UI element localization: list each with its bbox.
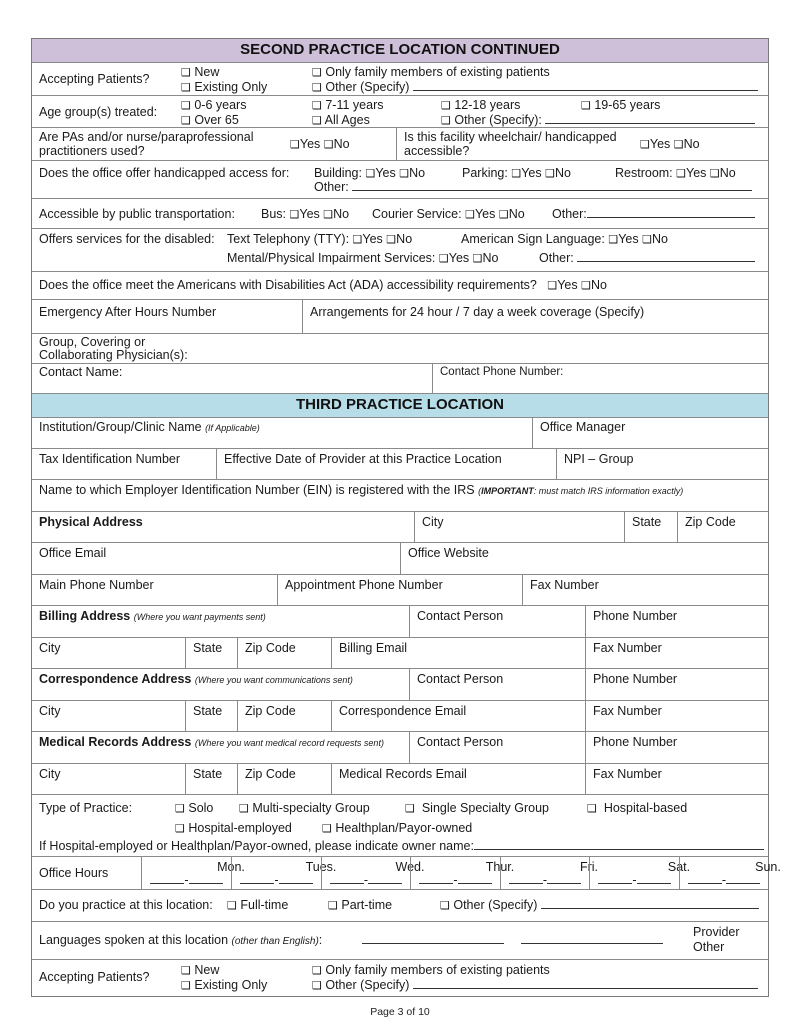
medical-records-contact-field[interactable] [409,732,585,763]
coverage-field[interactable] [302,300,768,333]
hours-tues[interactable]: Tues. - [231,857,321,889]
office-website-label: Office Website [408,546,489,560]
handicapped-access-label: Does the office offer handicapped access for: [39,166,290,180]
institution-field[interactable] [32,418,532,448]
credentialing-form [31,38,781,997]
row-group-covering[interactable] [32,334,768,364]
medical-records-contact-label: Contact Person [417,735,504,749]
correspondence-phone-label: Phone Number [593,672,678,686]
accepting-patients-third-label: Accepting Patients? [39,970,150,984]
billing-fax-field[interactable] [585,638,768,668]
medical-records-fax-field[interactable] [585,764,768,794]
office-manager-field[interactable] [532,418,768,448]
checkbox-over-65[interactable]: ❑ Over 65 [181,113,239,127]
transport-other[interactable]: Other: [552,207,755,222]
row-ein[interactable] [32,480,768,512]
billing-city-field[interactable] [32,638,185,668]
correspondence-address-field[interactable] [32,669,409,700]
row-medical-records-city [32,764,768,795]
row-accepting-patients-third [32,960,768,996]
hours-thur[interactable]: Thur. - [410,857,500,889]
zip-label: Zip Code [685,515,736,529]
tty-yes-no[interactable]: Text Telephony (TTY): ❑Yes ❑No [227,232,413,246]
correspondence-fax-field[interactable] [585,701,768,731]
row-correspondence-city [32,701,768,732]
emergency-number-label: Emergency After Hours Number [39,305,217,319]
row-billing-address [32,606,768,638]
billing-zip-field[interactable] [237,638,331,668]
parking-yes-no[interactable]: Parking: ❑Yes ❑No [462,166,571,180]
row-practice-at-location [32,890,768,922]
office-email-field[interactable] [32,543,400,574]
row-phones [32,575,768,606]
correspondence-phone-field[interactable] [585,669,768,700]
row-age-groups [32,96,768,128]
handicapped-other[interactable]: Other: [314,180,752,195]
checkbox-healthplan-owned[interactable]: ❑ Healthplan/Payor-owned [322,821,473,835]
office-website-field[interactable] [400,543,768,574]
checkbox-hospital-employed[interactable]: ❑ Hospital-employed [175,821,292,835]
bus-yes-no[interactable]: Bus: ❑Yes ❑No [261,207,350,221]
row-medical-records-address [32,732,768,764]
effective-date-field[interactable] [216,449,556,479]
checkbox-other-practice[interactable]: ❑ Other (Specify) [440,898,759,913]
billing-state-label: State [193,641,223,655]
tax-id-label: Tax Identification Number [39,452,181,466]
office-manager-label: Office Manager [540,420,626,434]
emergency-number-field[interactable] [32,300,302,333]
services-other-line[interactable] [577,251,755,262]
mental-yes-no[interactable]: Mental/Physical Impairment Services: ❑Yes ❑No [227,251,499,265]
contact-phone-field[interactable] [432,364,768,393]
transport-other-line[interactable] [587,207,755,218]
medical-records-zip-label: Zip Code [245,767,296,781]
row-accepting-patients [32,63,768,96]
medical-records-city-field[interactable] [32,764,185,794]
contact-name-label: Contact Name: [39,365,123,379]
language-line-2[interactable] [521,933,663,948]
medical-records-phone-field[interactable] [585,732,768,763]
medical-records-address-label: Medical Records Address (Where you want medical record requests sent) [39,735,384,749]
row-institution [32,418,768,449]
physical-address-field[interactable] [32,512,414,542]
row-office-hours [32,857,781,890]
checkbox-new[interactable]: ❑ New [181,65,220,79]
section-header-third-location: THIRD PRACTICE LOCATION [32,394,768,418]
correspondence-email-field[interactable] [331,701,585,731]
practice-at-location-label: Do you practice at this location: [39,898,213,912]
public-transport-label: Accessible by public transportation: [39,207,235,221]
medical-records-email-field[interactable] [331,764,585,794]
row-correspondence-address [32,669,768,701]
hours-mon[interactable]: Mon. - [141,857,231,889]
tax-id-field[interactable] [32,449,216,479]
billing-contact-label: Contact Person [417,609,504,623]
billing-zip-label: Zip Code [245,641,296,655]
billing-address-field[interactable] [32,606,409,637]
row-type-of-practice [32,795,768,857]
building-yes-no[interactable]: Building: ❑Yes ❑No [314,166,426,180]
checkbox-new-third[interactable]: ❑ New [181,963,220,977]
contact-phone-label: Contact Phone Number: [440,366,564,378]
accepting-patients-label: Accepting Patients? [39,72,150,86]
hours-sat[interactable]: Sat. - [589,857,679,889]
row-disabled-services [32,229,768,272]
contact-name-field[interactable] [32,364,432,393]
age-groups-label: Age group(s) treated: [39,105,158,119]
correspondence-contact-label: Contact Person [417,672,504,686]
medical-records-email-label: Medical Records Email [339,767,467,781]
ada-question: Does the office meet the Americans with Disabilities Act (ADA) accessibility requirements? ❑Yes ❑No [39,278,607,292]
medical-records-zip-field[interactable] [237,764,331,794]
medical-records-state-label: State [193,767,223,781]
billing-email-label: Billing Email [339,641,408,655]
page-number: Page 3 of 10 [370,1006,430,1018]
wheelchair-yes-no[interactable]: ❑Yes ❑No [640,137,700,151]
checkbox-multi-specialty[interactable]: ❑ Multi-specialty Group [239,801,370,815]
correspondence-state-label: State [193,704,223,718]
restroom-yes-no[interactable]: Restroom: ❑Yes ❑No [615,166,736,180]
row-contact [32,364,768,394]
office-hours-label: Office Hours [39,866,109,880]
correspondence-contact-field[interactable] [409,669,585,700]
main-phone-field[interactable] [32,575,277,605]
medical-records-address-field[interactable] [32,732,409,763]
owner-name-line[interactable] [474,839,764,850]
group-covering-line1: Group, Covering or [39,335,146,349]
main-phone-label: Main Phone Number [39,578,154,592]
checkbox-other-age[interactable]: ❑ Other (Specify): [441,113,755,128]
checkbox-0-6[interactable]: ❑ 0-6 years [181,98,247,112]
billing-state-field[interactable] [185,638,237,668]
billing-address-label: Billing Address (Where you want payments sent) [39,609,266,623]
hours-sun[interactable]: Sun. - [679,857,768,889]
languages-provider-label: Provider [693,925,740,939]
checkbox-single-specialty[interactable]: ❑ Single Specialty Group [405,801,549,815]
wheelchair-label-line1: Is this facility wheelchair/ handicapped [404,130,617,144]
medical-records-state-field[interactable] [185,764,237,794]
language-line-1[interactable] [362,933,504,948]
billing-email-field[interactable] [331,638,585,668]
physical-address-label: Physical Address [39,515,143,529]
checkbox-solo[interactable]: ❑ Solo [175,801,214,815]
hours-wed[interactable]: Wed. - [321,857,410,889]
checkbox-hospital-based[interactable]: ❑ Hospital-based [587,801,688,815]
coverage-label: Arrangements for 24 hour / 7 day a week coverage (Specify) [310,305,645,319]
row-tax-id [32,449,768,480]
owner-name-prompt: If Hospital-employed or Healthplan/Payor-owned, please indicate owner name: [39,839,764,854]
checkbox-12-18[interactable]: ❑ 12-18 years [441,98,521,112]
row-public-transport [32,199,768,229]
npi-group-field[interactable] [556,449,768,479]
checkbox-all-ages[interactable]: ❑ All Ages [312,113,370,127]
institution-label: Institution/Group/Clinic Name (If Applicable) [39,420,260,434]
row-pas-wheelchair [32,128,768,161]
billing-phone-field[interactable] [585,606,768,637]
correspondence-fax-label: Fax Number [593,704,662,718]
medical-records-fax-label: Fax Number [593,767,662,781]
checkbox-full-time[interactable]: ❑ Full-time [227,898,289,912]
checkbox-7-11[interactable]: ❑ 7-11 years [312,98,384,112]
checkbox-part-time[interactable]: ❑ Part-time [328,898,393,912]
pas-yes-no[interactable]: ❑Yes ❑No [290,137,350,151]
correspondence-email-label: Correspondence Email [339,704,467,718]
asl-yes-no[interactable]: American Sign Language: ❑Yes ❑No [461,232,668,246]
fax-label: Fax Number [530,578,599,592]
correspondence-state-field[interactable] [185,701,237,731]
checkbox-other-specify[interactable]: ❑ Other (Specify) [312,80,758,95]
row-handicapped-access [32,161,768,199]
wheelchair-label-line2: accessible? [404,144,470,158]
section-header-second-location: SECOND PRACTICE LOCATION CONTINUED [32,39,768,63]
billing-city-label: City [39,641,61,655]
correspondence-zip-label: Zip Code [245,704,296,718]
checkbox-19-65[interactable]: ❑ 19-65 years [581,98,661,112]
state-label: State [632,515,662,529]
other-practice-line[interactable] [541,898,759,909]
checkbox-family-members-third[interactable]: ❑ Only family members of existing patients [312,963,550,977]
services-other[interactable]: Other: [539,251,755,266]
row-physical-address [32,512,768,543]
hours-fri[interactable]: Fri. - [500,857,589,889]
correspondence-city-label: City [39,704,61,718]
pas-label-line1: Are PAs and/or nurse/paraprofessional [39,130,254,144]
pas-label-line2: practitioners used? [39,144,145,158]
correspondence-city-field[interactable] [32,701,185,731]
handicapped-other-line[interactable] [352,180,752,191]
group-covering-line2: Collaborating Physician(s): [39,348,188,362]
medical-records-phone-label: Phone Number [593,735,678,749]
city-label: City [422,515,444,529]
other-specify-line[interactable] [413,80,758,91]
appointment-phone-field[interactable] [277,575,522,605]
other-specify-third-line[interactable] [413,978,758,989]
row-emergency [32,300,768,334]
row-office-email [32,543,768,575]
languages-other-label: Other [693,940,725,954]
ein-label: Name to which Employer Identification Number (EIN) is registered with the IRS (IMPORTANT: must match IRS information exactly) [39,483,684,497]
city-field[interactable] [414,512,624,542]
row-ada [32,272,768,300]
medical-records-city-label: City [39,767,61,781]
appointment-phone-label: Appointment Phone Number [285,578,443,592]
npi-group-label: NPI – Group [564,452,634,466]
languages-label: Languages spoken at this location (other than English): [39,933,323,947]
billing-phone-label: Phone Number [593,609,678,623]
other-age-line[interactable] [545,113,755,124]
fax-field[interactable] [522,575,768,605]
checkbox-family-members[interactable]: ❑ Only family members of existing patients [312,65,550,79]
state-field[interactable] [624,512,677,542]
checkbox-existing-only[interactable]: ❑ Existing Only [181,80,268,94]
checkbox-other-specify-third[interactable]: ❑ Other (Specify) [312,978,758,993]
row-languages [32,922,768,960]
zip-field[interactable] [677,512,768,542]
correspondence-zip-field[interactable] [237,701,331,731]
office-email-label: Office Email [39,546,107,560]
row-billing-city [32,638,768,669]
correspondence-address-label: Correspondence Address (Where you want communications sent) [39,672,353,686]
billing-contact-field[interactable] [409,606,585,637]
billing-fax-label: Fax Number [593,641,662,655]
courier-yes-no[interactable]: Courier Service: ❑Yes ❑No [372,207,525,221]
effective-date-label: Effective Date of Provider at this Practice Location [224,452,502,466]
disabled-services-label: Offers services for the disabled: [39,232,215,246]
checkbox-existing-only-third[interactable]: ❑ Existing Only [181,978,268,992]
type-of-practice-label: Type of Practice: [39,801,133,815]
